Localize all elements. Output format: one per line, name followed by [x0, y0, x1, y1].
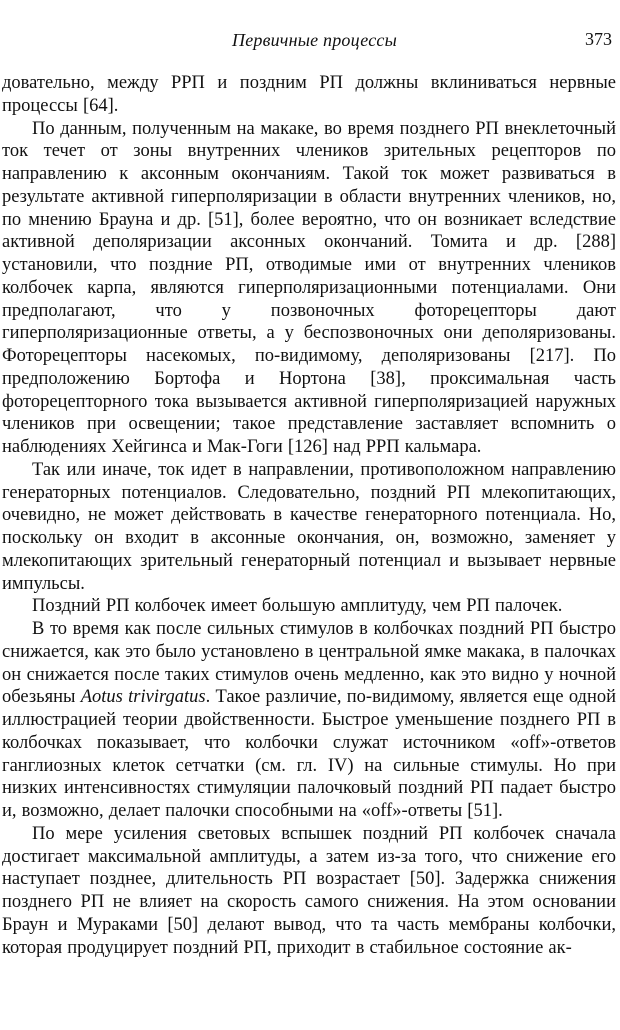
- paragraph-6: По мере усиления световых вспышек поздний РП колбочек сначала достигает максимальной амплитуды, а затем из-за того, что снижение его наступает позднее, длительность РП возрастает [50]. Задержка снижения позднего РП не влияет на скорость самого снижения. На этом основании Браун и Мураками [50] делают вывод, что та часть мембраны колбочки, которая продуцирует поздний РП, приходит в стабильное состояние ак-: [2, 823, 616, 958]
- paragraph-4: Поздний РП колбочек имеет большую амплитуду, чем РП палочек.: [32, 596, 563, 617]
- running-head: [0, 30, 620, 56]
- species-name-italic: Aotus trivirgatus: [80, 687, 206, 708]
- running-title: Первичные процессы: [232, 30, 397, 50]
- paragraph-2: По данным, полученным на макаке, во время позднего РП внеклеточный ток течет от зоны внутренних члеников зрительных рецепторов по направлению к аксонным окончаниям. Такой ток может развиваться в результате активной гиперполяризации в области внутренних члеников, но, по мнению Брауна и др. [51], более вероятно, что он возникает вследствие активной деполяризации аксонных окончаний. Томита и др. [288] установили, что поздние РП, отводимые ими от внутренних члеников колбочек карпа, являются гиперполяризационными потенциалами. Они предполагают, что у позвоночных фоторецепторы дают гиперполяризационные ответы, а у беспозвоночных они деполяризованы. Фоторецепторы насекомых, по-видимому, деполяризованы [217]. По предположению Бортофа и Нортона [38], проксимальная часть фоторецепторного тока вызывается активной гиперполяризацией наружных члеников при освещении; такое представление заставляет вспомнить о наблюдениях Хейгинса и Мак-Гоги [126] над РРП кальмара.: [2, 118, 616, 457]
- paragraph-1: довательно, между РРП и поздним РП должны вклиниваться нервные процессы [64].: [2, 73, 616, 116]
- paragraph-5-text-before: В то время как после сильных стимулов в колбочках поздний РП быстро снижается, как это было установлено в центральной ямке макака, в палочках он снижается после таких стимулов очень медленно, как это видно у ночной обезьяны: [2, 619, 616, 708]
- paragraph-5-text-after: . Такое различие, по-видимому, является еще одной иллюстрацией теории двойственности. Быстрое уменьшение позднего РП в колбочках показывает, что колбочки служат источником «off»-ответов ганглиозных клеток сетчатки (см. гл. IV) на сильные стимулы. Но при низких интенсивностях стимуляции палочковый поздний РП падает быстро и, возможно, делает палочки способными на «off»-ответы [51].: [2, 687, 616, 821]
- paragraph-5: [2, 618, 616, 823]
- body-text: [2, 72, 616, 959]
- paragraph-3: Так или иначе, ток идет в направлении, противоположном направлению генераторных потенциалов. Следовательно, поздний РП млекопитающих, очевидно, не может действовать в качестве генераторного потенциала. Но, поскольку он входит в аксонные окончания, он, возможно, заменяет у млекопитающих зрительный генераторный потенциал и вызывает нервные импульсы.: [2, 459, 616, 594]
- page-number: 373: [585, 29, 612, 49]
